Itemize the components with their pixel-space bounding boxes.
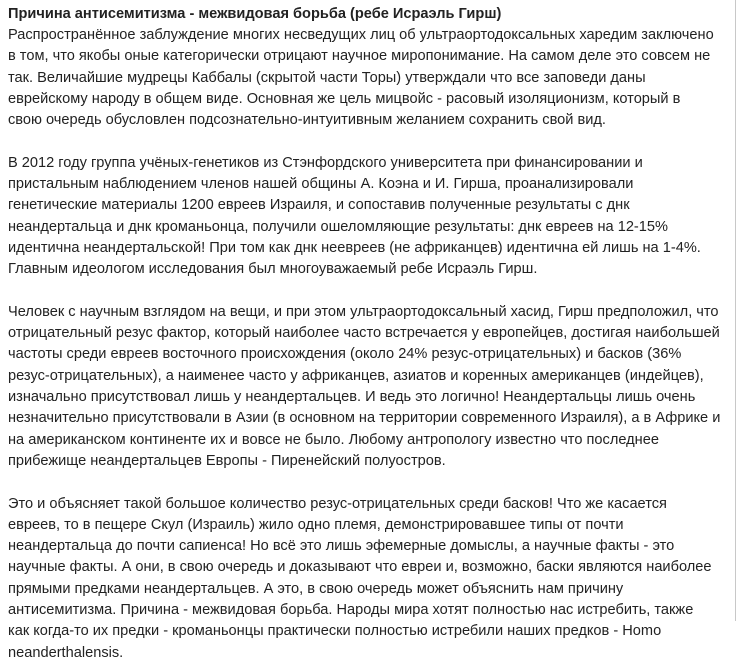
post-body (8, 25, 729, 664)
divider (735, 0, 736, 621)
text-line: так. Величайшие мудрецы Каббалы (скрытой части Торы) утверждали что все заповеди даны (8, 69, 646, 86)
paragraph-4 (8, 494, 729, 664)
text-line: в том, что якобы оные категорически отрицают научное миропонимание. На самом деле это совсем не (8, 48, 711, 65)
paragraph-3 (8, 302, 729, 472)
text-line: В 2012 году группа учёных-генетиков из Стэнфордского университета при финансировании и (8, 154, 643, 171)
text-line: neanderthalensis. (8, 644, 124, 661)
post-title: Причина антисемитизма - межвидовая борьба (ребе Исраэль Гирш) (8, 6, 502, 22)
text-line: отрицательный резус фактор, который наиболее часто встречается у европейцев, достигая наибольшей (8, 325, 720, 342)
text-line: антисемитизма. Причина - межвидовая борьба. Народы мира хотят полностью нас истребить, также (8, 602, 694, 619)
text-line: свою очередь обусловлен подсознательно-интуитивным желанием сохранить свой вид. (8, 112, 606, 129)
text-line: как когда-то их предки - кроманьонцы практически полностью истребили наших предков - Homo (8, 623, 662, 640)
text-line: неандертальца и днк кроманьонца, получили ошеломляющие результаты: днк евреев на 12-15% (8, 218, 669, 235)
text-line: прибежище неандертальцев Европы - Пиренейский полуостров. (8, 452, 446, 469)
text-line: резус-отрицательных), а наименее часто у африканцев, азиатов и коренных американцев (индейцев), (8, 367, 704, 384)
text-line: прямыми предками неандертальцев. А это, в свою очередь может объяснить нам причину (8, 580, 624, 597)
text-line: пристальным наблюдением членов нашей общины А. Коэна и И. Гирша, проанализировали (8, 176, 634, 193)
text-line: евреев, то в пещере Скул (Израиль) жило одно племя, демонстрировавшее типы от почти (8, 516, 624, 533)
text-line: изначально присутствовал лишь у неандертальцев. И ведь это логично! Неандертальцы лишь очень (8, 389, 696, 406)
paragraph-2 (8, 153, 729, 281)
text-line: еврейскому народу в общем виде. Основная же цель мицвойс - расовый изоляционизм, который в (8, 90, 681, 107)
text-line: научные факты. А они, в свою очередь и доказывают что евреи и, возможно, баски являются наиболее (8, 559, 712, 576)
text-line: Человек с научным взглядом на вещи, и при этом ультраортодоксальный хасид, Гирш предположил, что (8, 303, 719, 320)
paragraph-1 (8, 25, 729, 131)
text-line: генетические материалы 1200 евреев Израиля, и сопоставив полученные результаты с днк (8, 197, 630, 214)
text-line: на американском континенте их и вовсе не было. Любому антропологу известно что последнее (8, 431, 659, 448)
text-line: Распространённое заблуждение многих несведущих лиц об ультраортодоксальных харедим заключено (8, 27, 714, 43)
text-line: Это и объясняет такой большое количество резус-отрицательных среди басков! Что же касается (8, 495, 667, 512)
text-line: неандертальца до почти сапиенса! Но всё это лишь эфемерные домыслы, а научные факты - это (8, 538, 675, 555)
text-line: Главным идеологом исследования был многоуважаемый ребе Исраэль Гирш. (8, 261, 538, 278)
text-line: идентична неандертальской! При том как днк неевреев (не африканцев) идентична ей лишь на 1-4%. (8, 239, 701, 256)
text-line: незначительно присутствовали в Азии (в основном на территории современного Израиля), а в Африке и (8, 410, 721, 427)
text-line: частоты среди евреев восточного происхождения (около 24% резус-отрицательных) и басков (36% (8, 346, 682, 363)
